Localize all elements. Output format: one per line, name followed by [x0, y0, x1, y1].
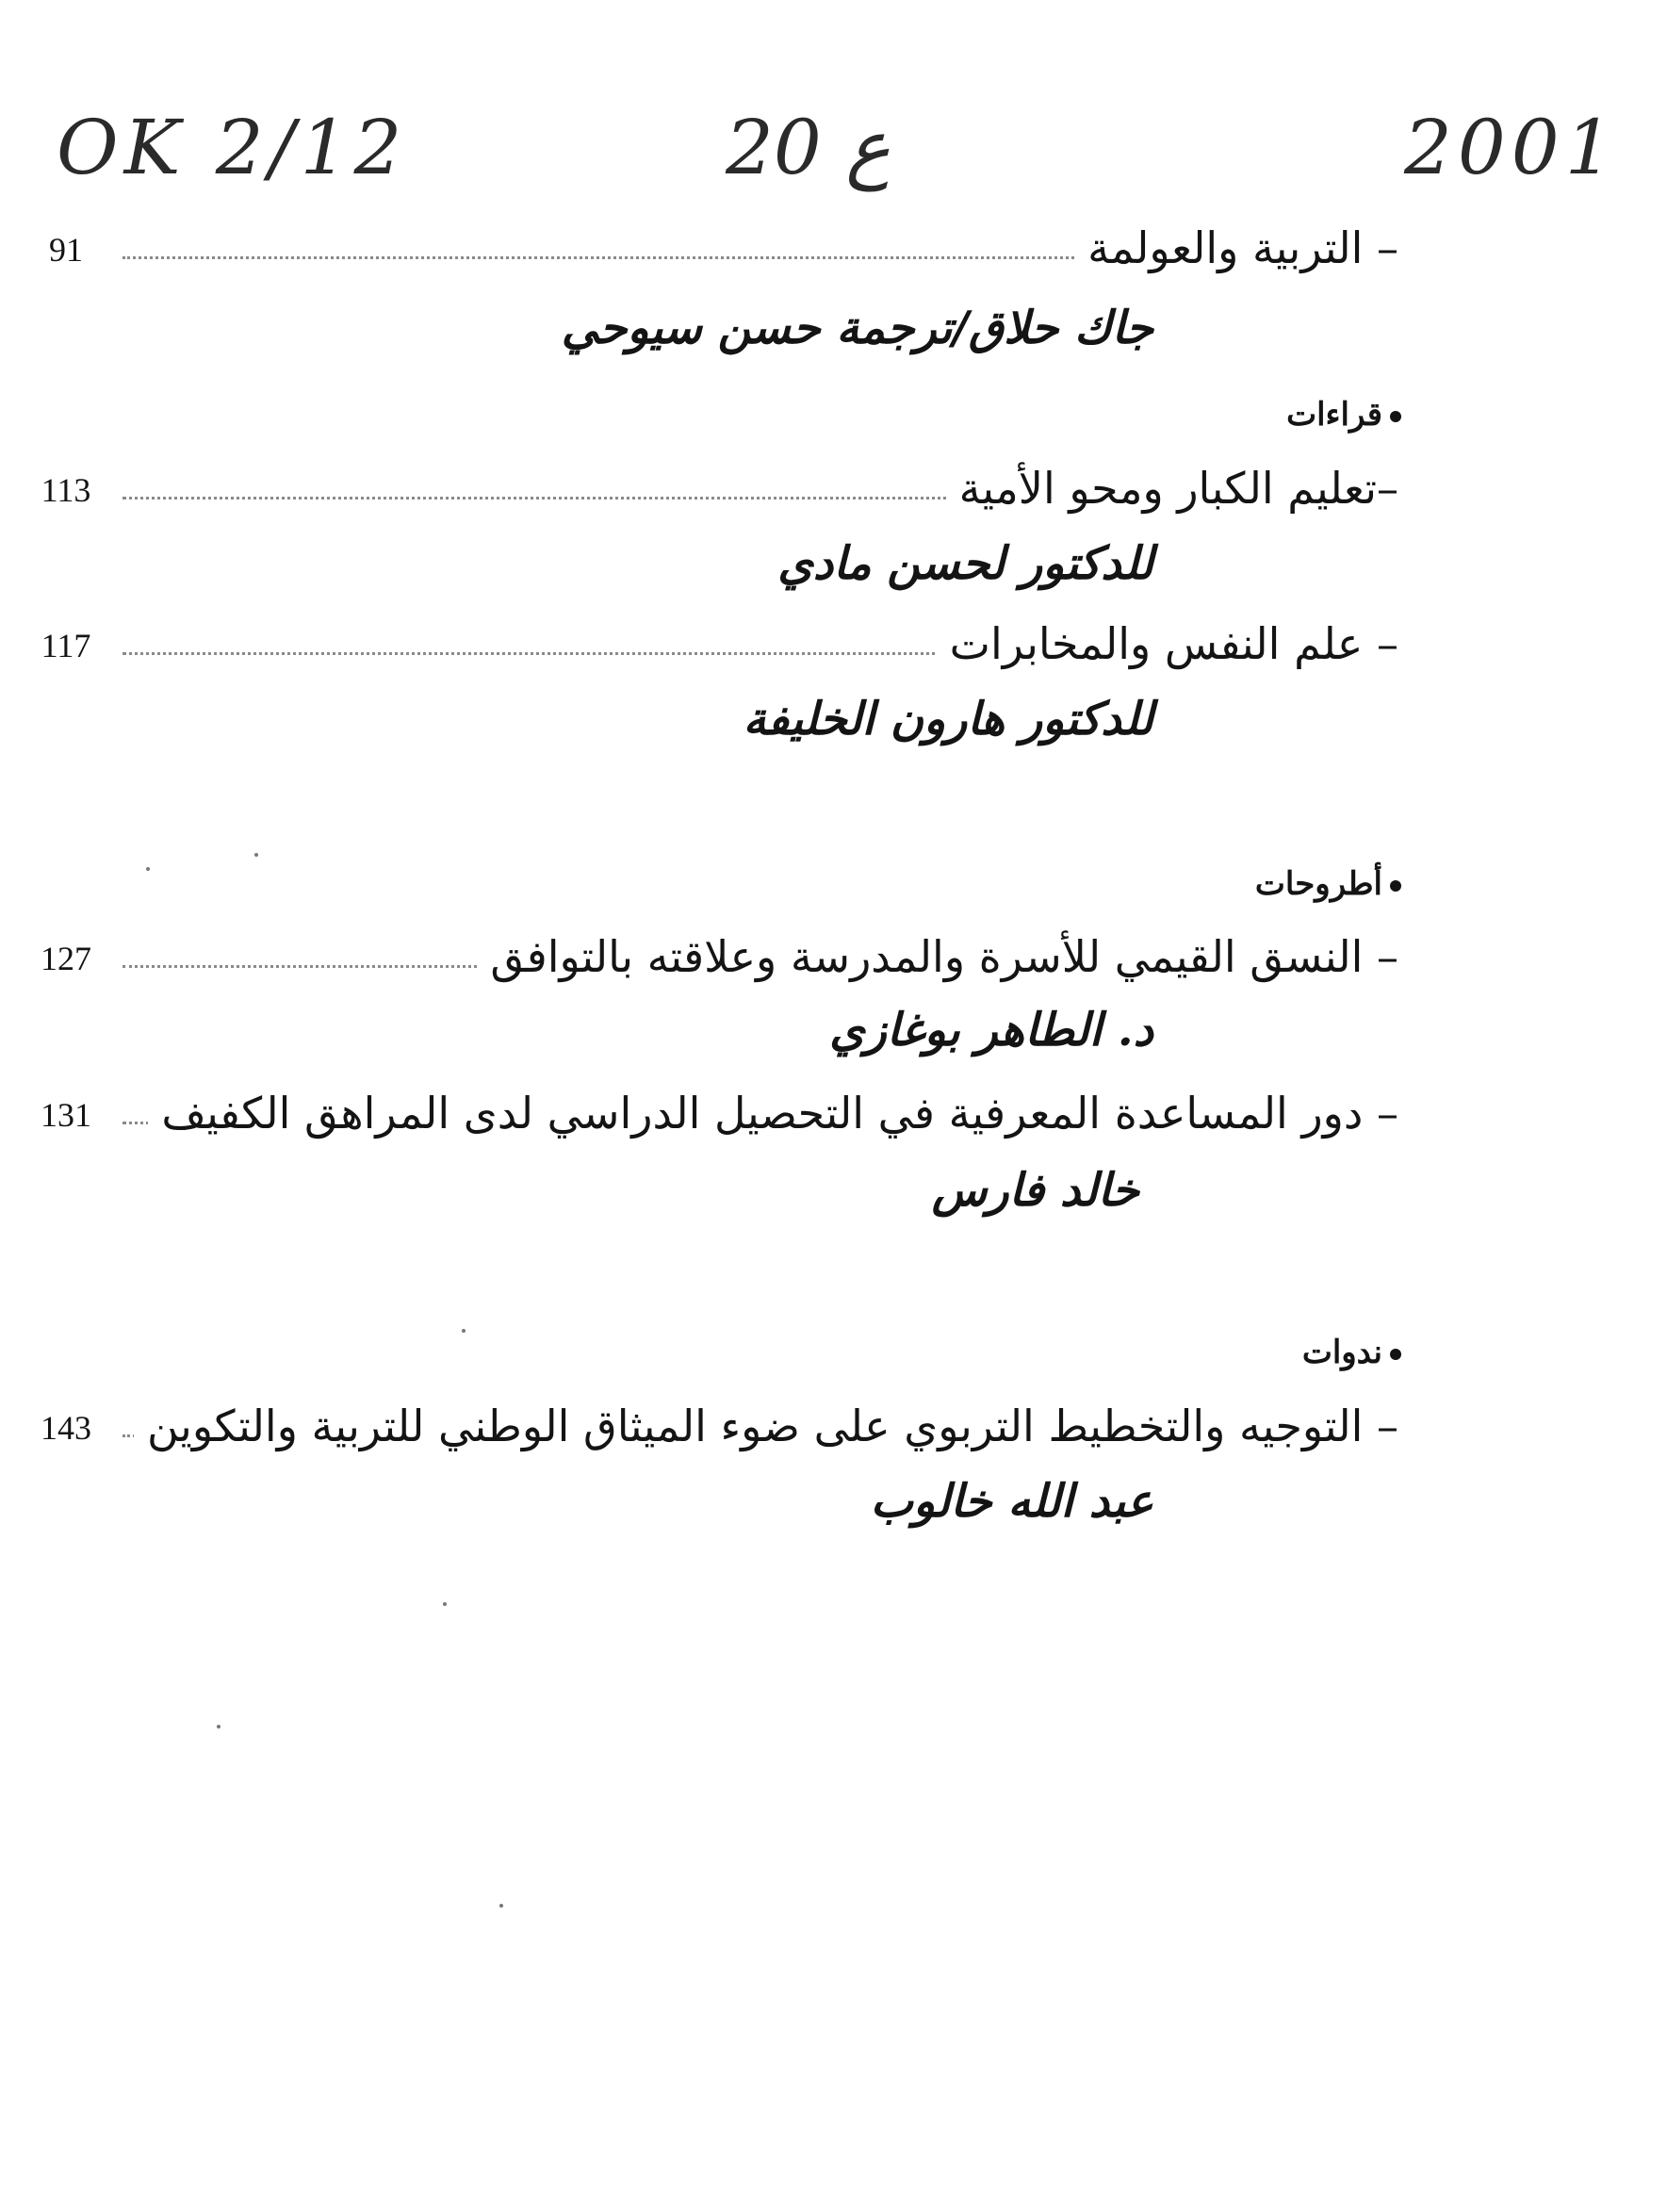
page-number: 131	[41, 1096, 91, 1134]
toc-entry	[0, 1082, 1667, 1157]
section-heading-readings: قراءات	[1286, 396, 1401, 434]
entry-title: – دور المساعدة المعرفية في التحصيل الدراسي لدى المراهق الكفيف	[148, 1088, 1398, 1139]
page-number: 113	[41, 471, 91, 509]
entry-author: للدكتور لحسن مادي	[777, 537, 1153, 590]
scan-speck	[443, 1602, 447, 1606]
entry-title: – النسق القيمي للأسرة والمدرسة وعلاقته بالتوافق	[477, 931, 1398, 982]
bullet-icon	[1390, 411, 1401, 422]
page-number: 127	[41, 940, 91, 977]
scan-speck	[499, 1904, 503, 1908]
page-number: 117	[41, 627, 91, 664]
toc-entry	[0, 1395, 1667, 1470]
entry-author: خالد فارس	[931, 1164, 1139, 1217]
toc-entry	[0, 926, 1667, 1001]
section-heading-theses: أطروحات	[1255, 865, 1401, 903]
scan-speck	[146, 867, 150, 871]
bullet-icon	[1390, 880, 1401, 892]
entry-author: للدكتور هارون الخليفة	[743, 693, 1153, 746]
toc-entry	[0, 217, 1667, 292]
page-number: 91	[49, 231, 83, 269]
dot-leader	[123, 652, 1027, 655]
entry-author: جاك حلاق/ترجمة حسن سيوحي	[561, 302, 1153, 354]
dot-leader	[123, 256, 1159, 259]
page-number: 143	[41, 1409, 91, 1447]
scan-speck	[462, 1329, 466, 1333]
handwritten-note-right: 2001	[1404, 104, 1619, 191]
toc-entry	[0, 457, 1667, 533]
handwritten-note-left: OK 2/12	[57, 104, 408, 191]
entry-author: عبد الله خالوب	[870, 1475, 1153, 1528]
entry-title: –تعليم الكبار ومحو الأمية	[946, 463, 1398, 514]
entry-title: – التوجيه والتخطيط التربوي على ضوء الميثاق الوطني للتربية والتكوين	[134, 1401, 1398, 1451]
scan-speck	[217, 1725, 221, 1729]
entry-title: – التربية والعولمة	[1074, 222, 1398, 273]
handwritten-note-middle: 20 ع	[726, 104, 891, 191]
bullet-icon	[1390, 1349, 1401, 1360]
section-heading-symposia: ندوات	[1302, 1334, 1401, 1371]
scan-speck	[254, 853, 258, 857]
dot-leader	[123, 497, 1027, 500]
entry-title: – علم النفس والمخابرات	[937, 618, 1398, 669]
toc-entry	[0, 613, 1667, 688]
entry-author: د. الطاهر بوغازي	[829, 1004, 1153, 1057]
